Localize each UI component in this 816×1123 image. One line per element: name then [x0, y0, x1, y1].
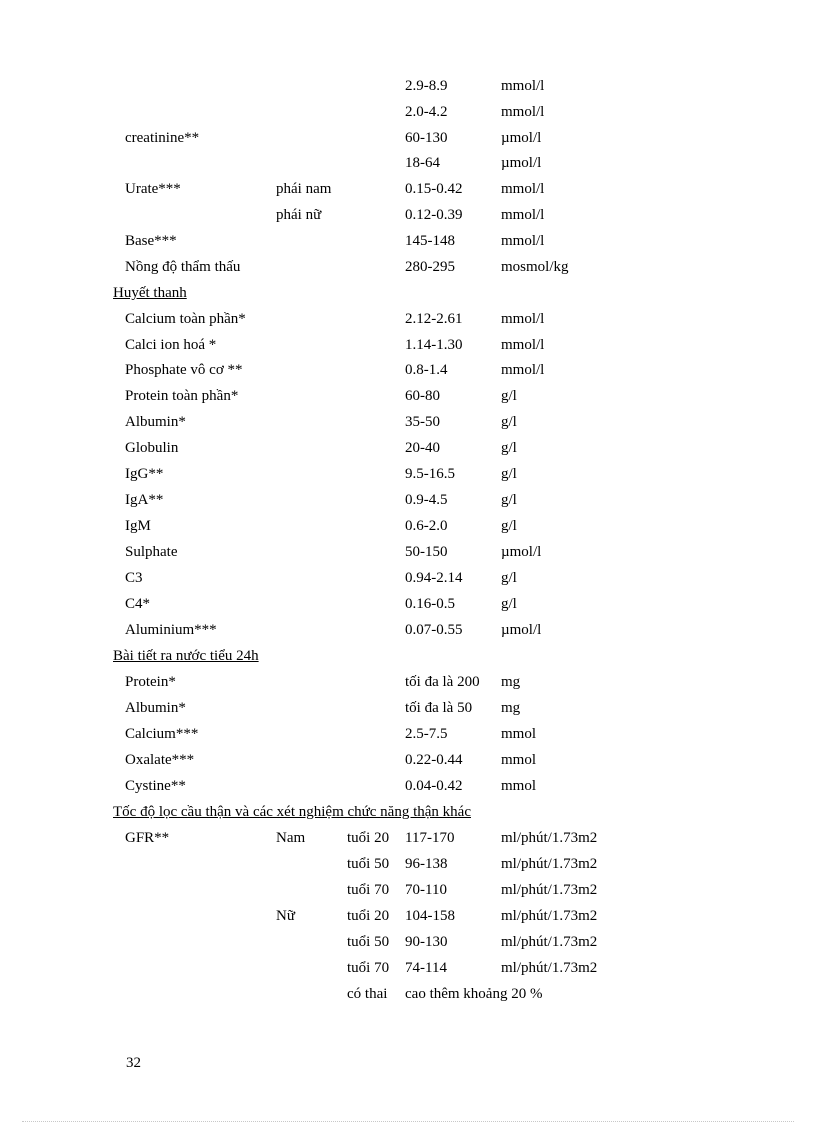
- page-number: 32: [126, 1055, 141, 1071]
- range-value: 0.9-4.5: [405, 492, 448, 508]
- unit-value: mmol/l: [501, 207, 545, 223]
- table-row: [0, 774, 816, 798]
- table-row: [0, 514, 816, 538]
- range-value: 60-130: [405, 130, 448, 146]
- range-value: 2.9-8.9: [405, 78, 448, 94]
- range-value: cao thêm khoảng 20 %: [405, 986, 543, 1002]
- row-label: Protein toàn phần*: [125, 388, 239, 404]
- sex-label: Nữ: [276, 908, 295, 924]
- row-label: Urate***: [125, 181, 181, 197]
- range-value: 0.15-0.42: [405, 181, 463, 197]
- table-row: [0, 436, 816, 460]
- range-value: 104-158: [405, 908, 455, 924]
- row-label: C3: [125, 570, 143, 586]
- range-value: 9.5-16.5: [405, 466, 455, 482]
- section-heading: Bài tiết ra nước tiểu 24h: [113, 648, 259, 664]
- age-label: tuổi 20: [347, 908, 390, 924]
- range-value: 0.12-0.39: [405, 207, 463, 223]
- table-row: [0, 852, 816, 876]
- range-value: 0.22-0.44: [405, 752, 463, 768]
- table-row: [0, 748, 816, 772]
- section-heading: Huyết thanh: [113, 285, 187, 301]
- table-row: [0, 333, 816, 357]
- range-value: 0.07-0.55: [405, 622, 463, 638]
- unit-value: g/l: [501, 466, 517, 482]
- age-label: tuổi 20: [347, 830, 390, 846]
- unit-value: µmol/l: [501, 130, 542, 146]
- range-value: 74-114: [405, 960, 447, 976]
- unit-value: g/l: [501, 414, 517, 430]
- range-value: 70-110: [405, 882, 447, 898]
- unit-value: ml/phút/1.73m2: [501, 856, 598, 872]
- unit-value: g/l: [501, 518, 517, 534]
- range-value: 18-64: [405, 155, 440, 171]
- unit-value: g/l: [501, 570, 517, 586]
- table-row: [0, 384, 816, 408]
- row-label: Phosphate vô cơ **: [125, 362, 243, 378]
- range-value: 20-40: [405, 440, 440, 456]
- table-row: [0, 488, 816, 512]
- unit-value: ml/phút/1.73m2: [501, 960, 598, 976]
- row-label: Protein*: [125, 674, 176, 690]
- age-label: tuổi 70: [347, 882, 390, 898]
- table-row: [0, 462, 816, 486]
- range-value: 0.04-0.42: [405, 778, 463, 794]
- section-heading-serum: [0, 281, 816, 305]
- sex-label: Nam: [276, 830, 306, 846]
- row-label: Nồng độ thẩm thấu: [125, 259, 241, 275]
- row-label: GFR**: [125, 830, 170, 846]
- table-row: [0, 203, 816, 227]
- unit-value: mg: [501, 674, 521, 690]
- row-label: Globulin: [125, 440, 179, 456]
- range-value: 35-50: [405, 414, 440, 430]
- range-value: 0.8-1.4: [405, 362, 448, 378]
- unit-value: g/l: [501, 596, 517, 612]
- age-label: tuổi 70: [347, 960, 390, 976]
- table-row: [0, 878, 816, 902]
- row-label: C4*: [125, 596, 151, 612]
- unit-value: mmol: [501, 778, 537, 794]
- row-label: Calcium toàn phần*: [125, 311, 246, 327]
- table-row: [0, 255, 816, 279]
- row-label: Base***: [125, 233, 177, 249]
- age-label: tuổi 50: [347, 934, 390, 950]
- range-value: 90-130: [405, 934, 448, 950]
- section-heading-gfr: [0, 800, 816, 824]
- unit-value: mmol/l: [501, 104, 545, 120]
- range-value: 2.12-2.61: [405, 311, 463, 327]
- table-row: [0, 904, 816, 928]
- unit-value: mmol/l: [501, 311, 545, 327]
- unit-value: mmol: [501, 752, 537, 768]
- row-label: Albumin*: [125, 414, 186, 430]
- table-row: [0, 358, 816, 382]
- table-row: [0, 177, 816, 201]
- range-value: tối đa là 50: [405, 700, 473, 716]
- row-label: Albumin*: [125, 700, 186, 716]
- unit-value: ml/phút/1.73m2: [501, 882, 598, 898]
- range-value: 0.16-0.5: [405, 596, 455, 612]
- table-row: [0, 566, 816, 590]
- unit-value: µmol/l: [501, 544, 542, 560]
- range-value: tối đa là 200: [405, 674, 480, 690]
- table-row: [0, 618, 816, 642]
- table-row: [0, 826, 816, 850]
- range-value: 60-80: [405, 388, 440, 404]
- table-row: [0, 670, 816, 694]
- section-heading-urine: [0, 644, 816, 668]
- table-row: [0, 930, 816, 954]
- unit-value: µmol/l: [501, 622, 542, 638]
- table-row: [0, 229, 816, 253]
- row-label: Calci ion hoá *: [125, 337, 217, 353]
- row-label: creatinine**: [125, 130, 200, 146]
- age-label: có thai: [347, 986, 388, 1002]
- unit-value: mosmol/kg: [501, 259, 569, 275]
- range-value: 0.94-2.14: [405, 570, 463, 586]
- unit-value: g/l: [501, 440, 517, 456]
- range-value: 0.6-2.0: [405, 518, 448, 534]
- unit-value: mmol/l: [501, 337, 545, 353]
- unit-value: ml/phút/1.73m2: [501, 830, 598, 846]
- row-label: IgA**: [125, 492, 164, 508]
- unit-value: mmol/l: [501, 233, 545, 249]
- table-row: [0, 982, 816, 1006]
- row-label: IgM: [125, 518, 151, 534]
- row-label: Aluminium***: [125, 622, 217, 638]
- unit-value: ml/phút/1.73m2: [501, 908, 598, 924]
- row-label: Sulphate: [125, 544, 178, 560]
- range-value: 96-138: [405, 856, 448, 872]
- table-row: [0, 696, 816, 720]
- unit-value: µmol/l: [501, 155, 542, 171]
- range-value: 280-295: [405, 259, 455, 275]
- table-row: [0, 722, 816, 746]
- section-heading: Tốc độ lọc cầu thận và các xét nghiệm chức năng thận khác: [113, 804, 471, 820]
- range-value: 2.0-4.2: [405, 104, 448, 120]
- range-value: 117-170: [405, 830, 455, 846]
- table-row: [0, 592, 816, 616]
- table-row: [0, 74, 816, 98]
- unit-value: mmol/l: [501, 181, 545, 197]
- age-label: tuổi 50: [347, 856, 390, 872]
- sex-label: phái nam: [276, 181, 332, 197]
- table-row: [0, 956, 816, 980]
- page-bottom-divider: [22, 1121, 794, 1122]
- table-row: [0, 151, 816, 175]
- table-row: [0, 126, 816, 150]
- unit-value: g/l: [501, 388, 517, 404]
- sex-label: phái nữ: [276, 207, 322, 223]
- unit-value: mg: [501, 700, 521, 716]
- table-row: [0, 307, 816, 331]
- table-row: [0, 100, 816, 124]
- range-value: 2.5-7.5: [405, 726, 448, 742]
- unit-value: ml/phút/1.73m2: [501, 934, 598, 950]
- row-label: IgG**: [125, 466, 164, 482]
- table-row: [0, 540, 816, 564]
- unit-value: g/l: [501, 492, 517, 508]
- range-value: 145-148: [405, 233, 455, 249]
- unit-value: mmol/l: [501, 362, 545, 378]
- table-row: [0, 410, 816, 434]
- unit-value: mmol/l: [501, 78, 545, 94]
- range-value: 50-150: [405, 544, 448, 560]
- range-value: 1.14-1.30: [405, 337, 463, 353]
- unit-value: mmol: [501, 726, 537, 742]
- row-label: Calcium***: [125, 726, 199, 742]
- row-label: Oxalate***: [125, 752, 195, 768]
- row-label: Cystine**: [125, 778, 186, 794]
